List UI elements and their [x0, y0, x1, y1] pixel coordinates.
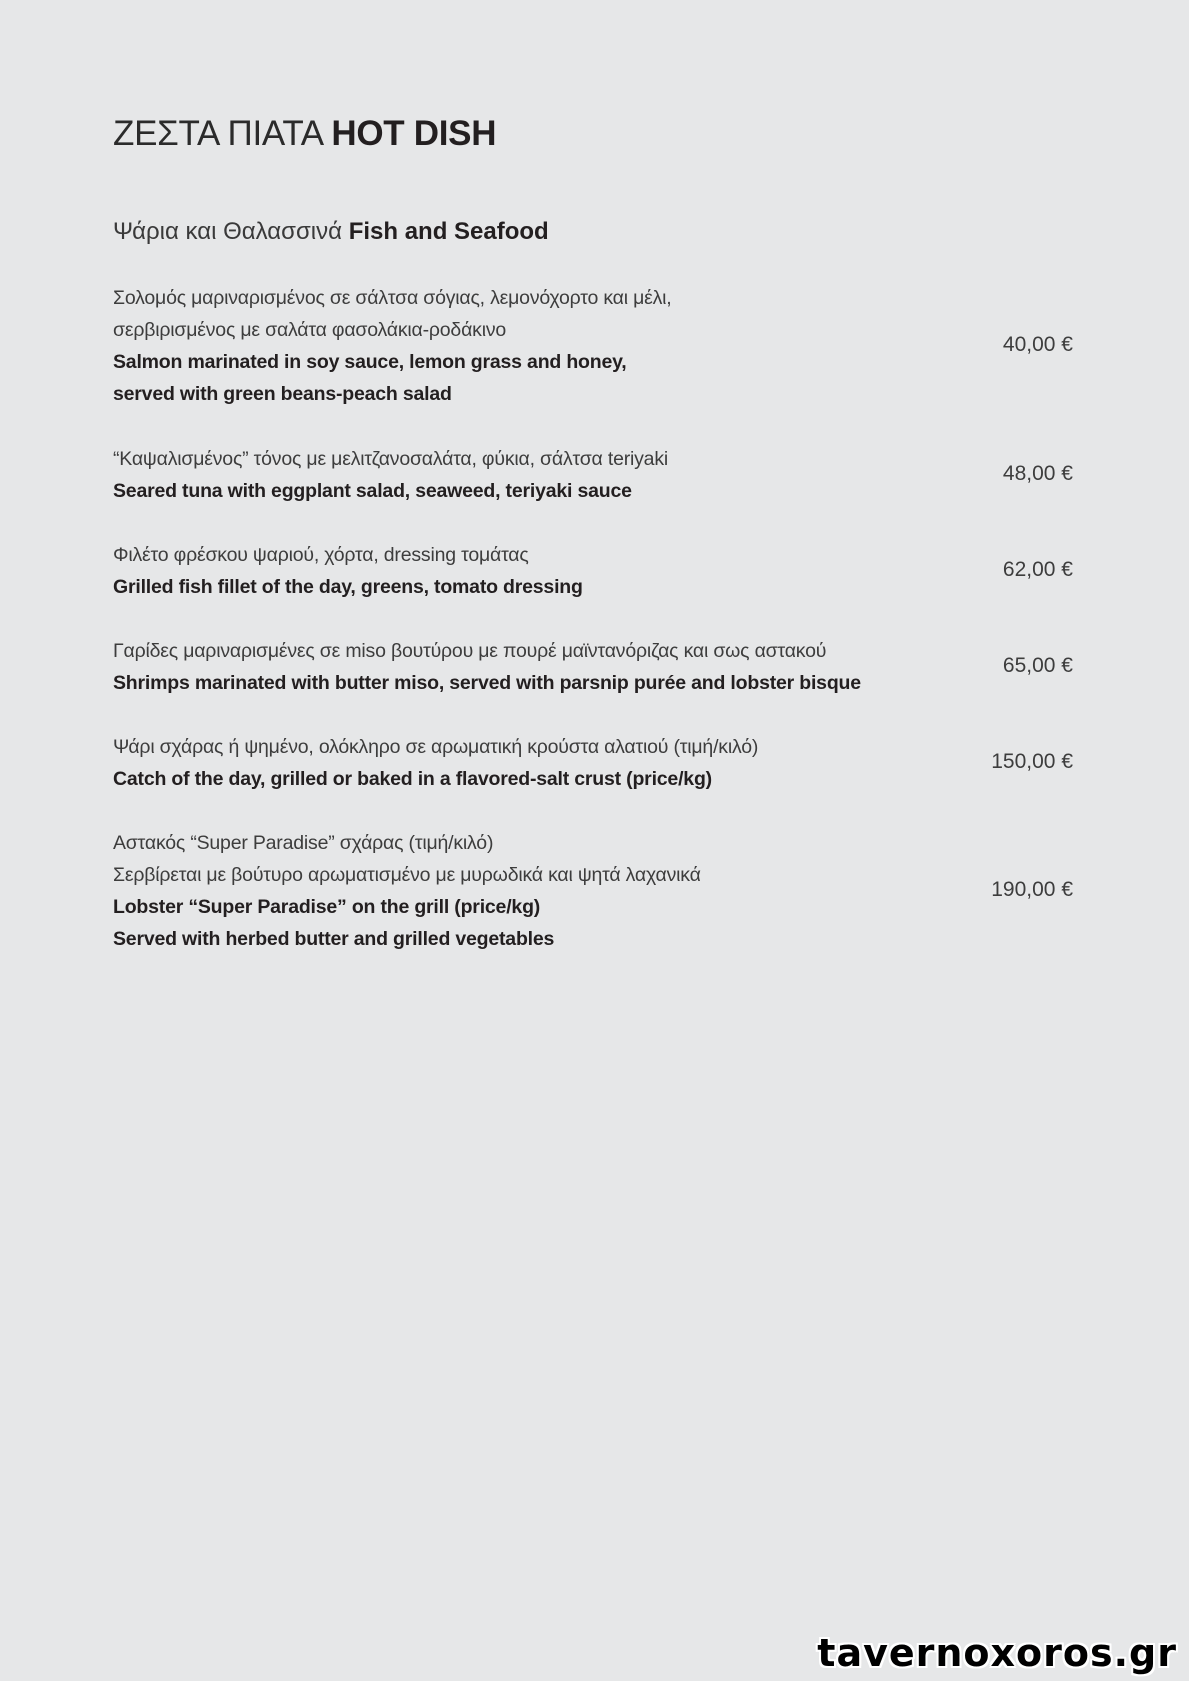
- item-english-line: Served with herbed butter and grilled vegetables: [113, 928, 555, 950]
- item-price: 65,00 €: [1002, 654, 1073, 677]
- item-price: 150,00 €: [991, 750, 1073, 773]
- menu-item-shrimps: [113, 635, 1073, 699]
- item-greek-line: Σερβίρεται με βούτυρο αρωματισμένο με μυρωδικά και ψητά λαχανικά: [113, 864, 701, 886]
- item-english-line: Seared tuna with eggplant salad, seaweed, teriyaki sauce: [113, 480, 632, 502]
- item-greek-line: Ψάρι σχάρας ή ψημένο, ολόκληρο σε αρωματική κρούστα αλατιού (τιμή/κιλό): [113, 736, 759, 758]
- item-greek-line: Σολομός μαριναρισμένος σε σάλτσα σόγιας, λεμονόχορτο και μέλι,: [113, 287, 672, 309]
- item-greek-line: Αστακός “Super Paradise” σχάρας (τιμή/κιλό): [113, 832, 494, 854]
- item-greek-line: Φιλέτο φρέσκου ψαριού, χόρτα, dressing τομάτας: [113, 544, 529, 566]
- section-title: [113, 216, 549, 248]
- menu-item-salmon: [113, 282, 1073, 410]
- item-english-line: Grilled fish fillet of the day, greens, tomato dressing: [113, 576, 583, 598]
- menu-item-fish-fillet: [113, 539, 1073, 603]
- menu-item-tuna: [113, 443, 1073, 507]
- section-title-english: Fish and Seafood: [348, 218, 549, 245]
- page-title: [113, 112, 496, 156]
- item-greek-line: Γαρίδες μαριναρισμένες σε miso βουτύρου με πουρέ μαϊντανόριζας και σως αστακού: [113, 640, 827, 662]
- menu-item-catch-of-the-day: [113, 731, 1073, 795]
- page-title-greek: ΖΕΣΤΑ ΠΙΑΤΑ: [113, 114, 322, 153]
- item-english-line: Catch of the day, grilled or baked in a flavored-salt crust (price/kg): [113, 768, 712, 790]
- item-english-line: Salmon marinated in soy sauce, lemon grass and honey,: [113, 351, 627, 373]
- item-price: 190,00 €: [991, 878, 1073, 901]
- item-english-line: Shrimps marinated with butter miso, served with parsnip purée and lobster bisque: [113, 672, 861, 694]
- item-greek-line: “Καψαλισμένος” τόνος με μελιτζανοσαλάτα, φύκια, σάλτσα teriyaki: [113, 448, 669, 470]
- item-english-line: served with green beans-peach salad: [113, 383, 452, 405]
- page-title-english: HOT DISH: [331, 114, 497, 153]
- menu-item-lobster: [113, 827, 1073, 955]
- item-price: 48,00 €: [1002, 462, 1073, 485]
- section-title-greek: Ψάρια και Θαλασσινά: [113, 218, 343, 245]
- watermark: tavernoxoros.gr: [817, 1631, 1177, 1675]
- item-greek-line: σερβιρισμένος με σαλάτα φασολάκια-ροδάκινο: [113, 319, 507, 341]
- item-english-line: Lobster “Super Paradise” on the grill (price/kg): [113, 896, 541, 918]
- item-price: 40,00 €: [1002, 333, 1073, 356]
- item-price: 62,00 €: [1002, 558, 1073, 581]
